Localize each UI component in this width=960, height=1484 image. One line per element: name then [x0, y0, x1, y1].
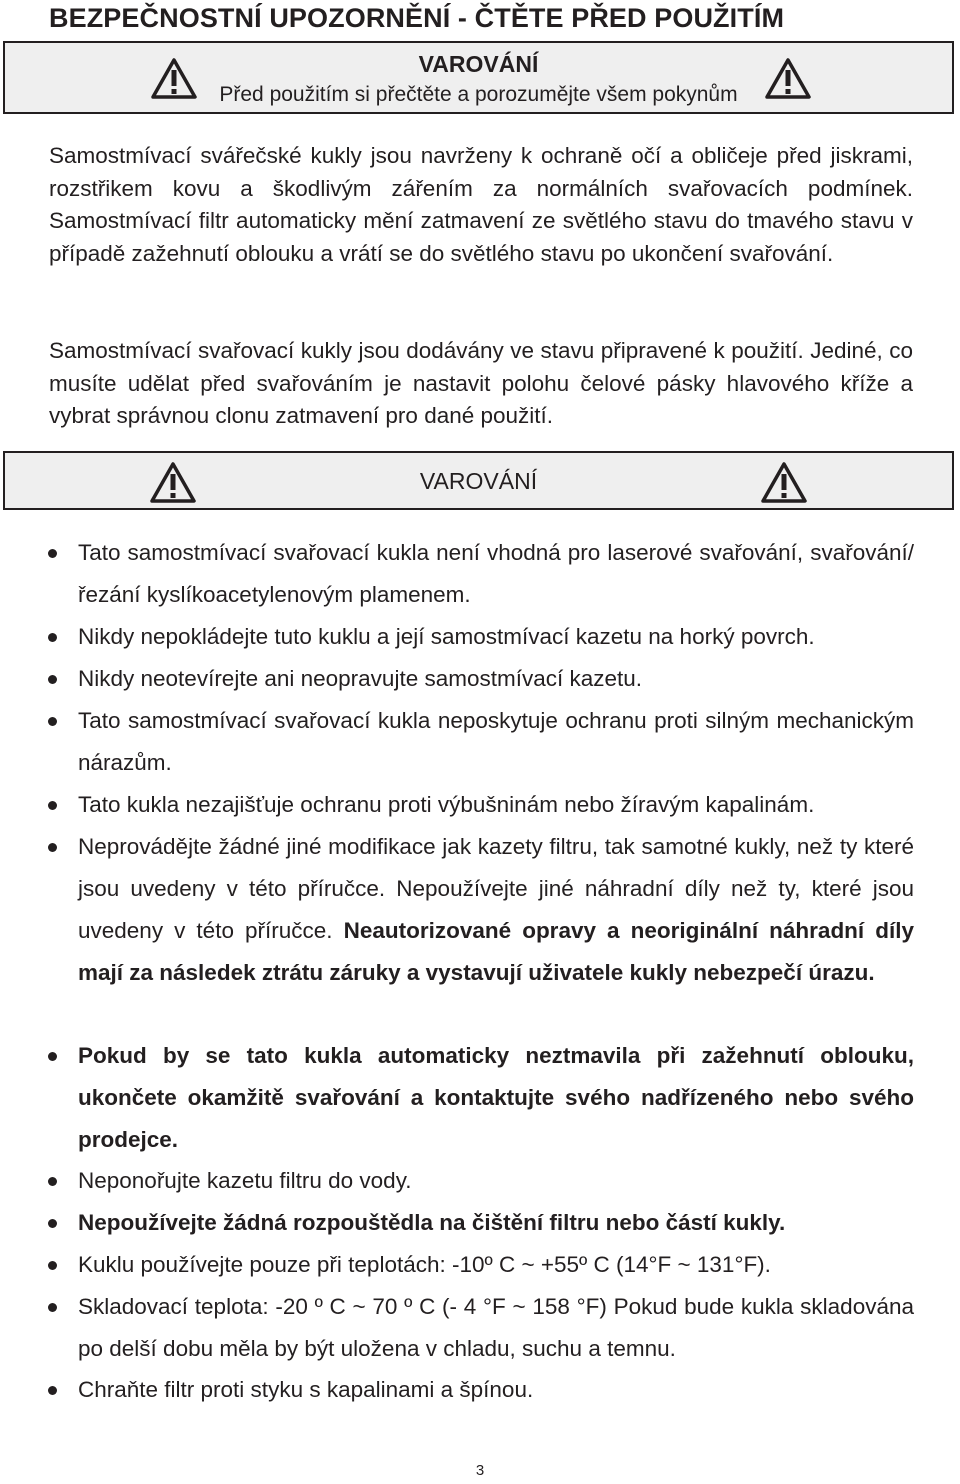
list-item: Nikdy neotevírejte ani neopravujte samostmívací kazetu.	[78, 658, 914, 700]
list-item: Nikdy nepokládejte tuto kuklu a její samostmívací kazetu na horký povrch.	[78, 616, 914, 658]
list-item: Pokud by se tato kukla automaticky neztmavila při zažehnutí oblouku, ukončete okamžitě svařování a kontaktujte svého nadřízeného nebo svého prodejce.	[78, 1035, 914, 1161]
list-item: Nepoužívejte žádná rozpouštědla na čištění filtru nebo částí kukly.	[78, 1202, 914, 1244]
page-title: BEZPEČNOSTNÍ UPOZORNĚNÍ - ČTĚTE PŘED POUŽITÍM	[49, 3, 785, 33]
list-item: Kuklu používejte pouze při teplotách: -10º C ~ +55º C (14°F ~ 131°F).	[78, 1244, 914, 1286]
warning-triangle-icon	[761, 461, 807, 503]
list-item: Tato samostmívací svařovací kukla neposkytuje ochranu proti silným mechanickým nárazům.	[78, 700, 914, 784]
list-item: Tato samostmívací svařovací kukla není vhodná pro laserové svařování, svařování/řezání kyslíkoacetylenovým plamenem.	[78, 532, 914, 616]
list-item: Chraňte filtr proti styku s kapalinami a špínou.	[78, 1369, 914, 1411]
page-number: 3	[475, 1462, 485, 1479]
list-item: Skladovací teplota: -20 º C ~ 70 º C (- 4 °F ~ 158 °F) Pokud bude kukla skladována po delší dobu měla by být uložena v chladu, suchu a temnu.	[78, 1286, 914, 1370]
warning-box-top	[3, 41, 954, 114]
warning-heading: VAROVÁNÍ	[419, 468, 538, 494]
warning-heading: VAROVÁNÍ	[418, 51, 539, 77]
list-item: Tato kukla nezajišťuje ochranu proti výbušninám nebo žíravým kapalinám.	[78, 784, 914, 826]
intro-paragraph: Samostmívací svářečské kukly jsou navrženy k ochraně očí a obličeje před jiskrami, rozstřikem kovu a škodlivým zářením za normálních svařovacích podmínek. Samostmívací filtr automaticky mění zatmavení ze světlého stavu do tmavého stavu v případě zažehnutí oblouku a vrátí se do světlého stavu po ukončení svařování.	[49, 143, 913, 266]
warning-subtext: Před použitím si přečtěte a porozumějte všem pokynům	[219, 83, 738, 106]
warning-triangle-icon	[765, 57, 811, 99]
list-item: Neponořujte kazetu filtru do vody.	[78, 1160, 914, 1202]
warning-box-middle	[3, 451, 954, 510]
list-item: Neprovádějte žádné jiné modifikace jak kazety filtru, tak samotné kukly, než ty které jsou uvedeny v této příručce. Nepoužívejte jiné náhradní díly než ty, které jsou uvedeny v této příručce. Neautorizované opravy a neoriginální náhradní díly mají za následek ztrátu záruky a vystavují uživatele kukly nebezpečí úrazu.	[78, 826, 914, 994]
usage-paragraph: Samostmívací svařovací kukly jsou dodávány ve stavu připravené k použití. Jediné, co musíte udělat před svařováním je nastavit polohu čelové pásky hlavového kříže a vybrat správnou clonu zatmavení pro dané použití.	[49, 338, 913, 428]
